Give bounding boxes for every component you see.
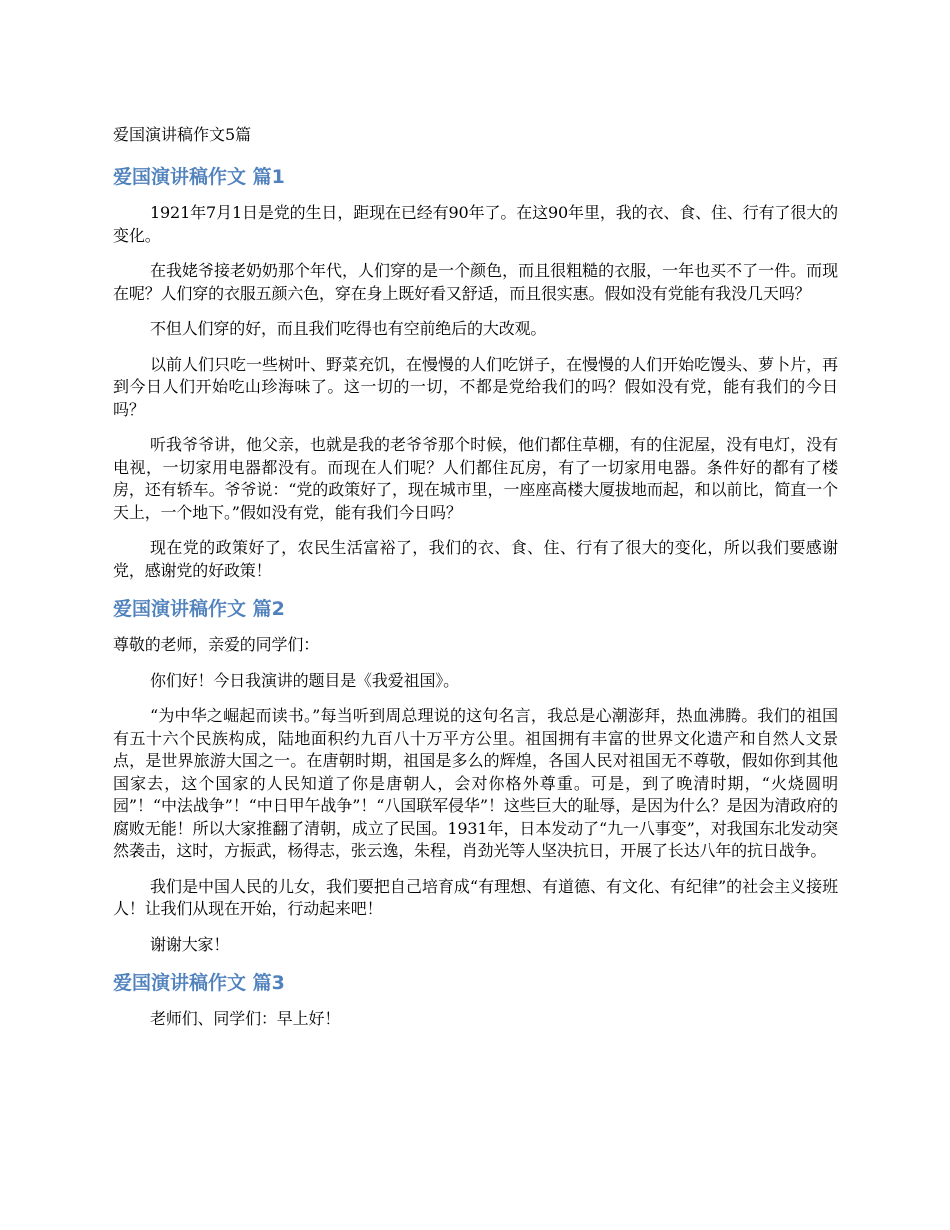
paragraph: 1921年7月1日是党的生日，距现在已经有90年了。在这90年里，我的衣、食、住、行有了很大的变化。 [113, 203, 838, 245]
paragraph: 老师们、同学们：早上好！ [150, 1009, 341, 1028]
paragraph: 听我爷爷讲，他父亲，也就是我的老爷爷那个时候，他们都住草棚，有的住泥屋，没有电灯，没有电视，一切家用电器都没有。而现在人们呢？人们都住瓦房，有了一切家用电器。条件好的都有了楼房，还有轿车。爷爷说：“党的政策好了，现在城市里，一座座高楼大厦拔地而起，和以前比，简直一个天上，一个地下。”假如没有党，能有我们今日吗？ [113, 435, 838, 522]
paragraph: 你们好！今日我演讲的题目是《我爱祖国》。 [150, 670, 460, 690]
paragraph: 以前人们只吃一些树叶、野菜充饥，在慢慢的人们吃饼子，在慢慢的人们开始吃馒头、萝卜片，再到今日人们开始吃山珍海味了。这一切的一切，不都是党给我们的吗？假如没有党，能有我们的今日吗？ [113, 354, 838, 419]
paragraph: 谢谢大家！ [150, 934, 230, 954]
paragraph: 现在党的政策好了，农民生活富裕了，我们的衣、食、住、行有了很大的变化，所以我们要感谢党，感谢党的好政策！ [113, 538, 838, 580]
salutation: 尊敬的老师，亲爱的同学们： [113, 635, 320, 654]
section-3 [113, 970, 838, 1031]
paragraph: 我们是中国人民的儿女，我们要把自己培育成“有理想、有道德、有文化、有纪律”的社会主义接班人！让我们从现在开始，行动起来吧！ [113, 876, 838, 918]
paragraph: 在我姥爷接老奶奶那个年代，人们穿的是一个颜色，而且很粗糙的衣服，一年也买不了一件。而现在呢？人们穿的衣服五颜六色，穿在身上既好看又舒适，而且很实惠。假如没有党能有我没几天吗？ [113, 261, 838, 303]
section-heading: 爱国演讲稿作文 篇2 [113, 598, 285, 620]
section-2 [113, 596, 838, 956]
document-page [113, 124, 838, 1031]
section-heading: 爱国演讲稿作文 篇3 [113, 972, 285, 994]
section-1 [113, 164, 838, 582]
paragraph: 不但人们穿的好，而且我们吃得也有空前绝后的大改观。 [150, 319, 547, 338]
document-title: 爱国演讲稿作文5篇 [113, 125, 252, 144]
paragraph: “为中华之崛起而读书。”每当听到周总理说的这句名言，我总是心潮澎拜，热血沸腾。我们的祖国有五十六个民族构成，陆地面积约九百八十万平方公里。祖国拥有丰富的世界文化遗产和自然人文景点，是世界旅游大国之一。在唐朝时期，祖国是多么的辉煌，各国人民对祖国无不尊敬，假如你到其他国家去，这个国家的人民知道了你是唐朝人，会对你格外尊重。可是，到了晚清时期，“火烧圆明园”！“中法战争”！“中日甲午战争”！“八国联军侵华”！这些巨大的耻辱，是因为什么？是因为清政府的腐败无能！所以大家推翻了清朝，成立了民国。1931年，日本发动了“九一八事变”，对我国东北发动突然袭击，这时，方振武，杨得志，张云逸，朱程，肖劲光等人坚决抗日，开展了长达八年的抗日战争。 [113, 706, 838, 860]
section-heading: 爱国演讲稿作文 篇1 [113, 166, 285, 188]
